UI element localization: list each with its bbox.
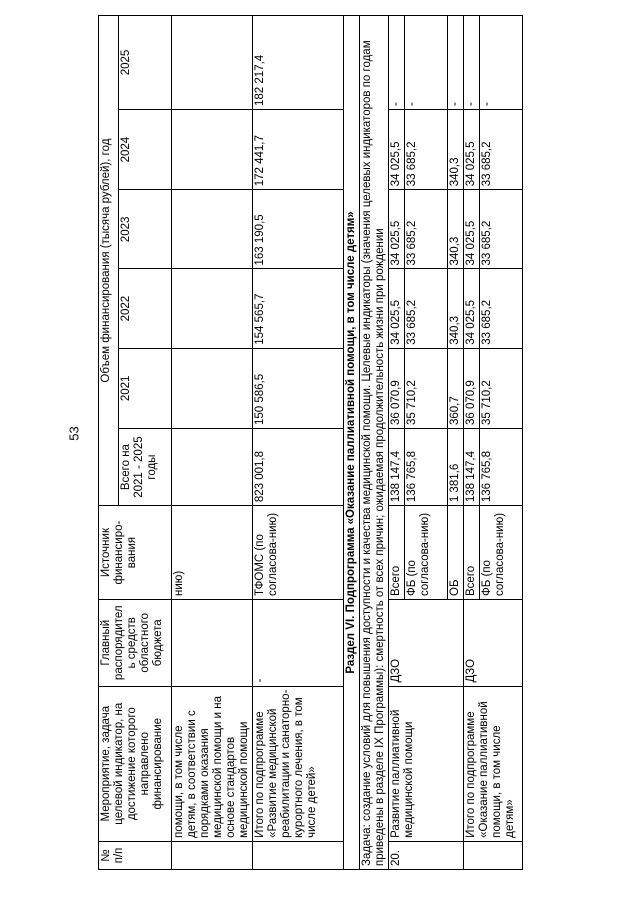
cont-measure: помощи, в том числе детям, в соответствии с порядками оказания медицинской помощи и на основе стандартов медицинской помощи (172, 686, 253, 841)
itogo5-2022: 154 565,7 (253, 269, 344, 348)
row20-2025-2: - (448, 16, 464, 110)
row20-2024-0: 34 025,5 (389, 109, 405, 189)
row20-num: 20. (389, 841, 464, 869)
row20-source-1: ФБ (по согласова-нию) (405, 506, 448, 600)
row20-2023-0: 34 025,5 (389, 190, 405, 269)
row20-2021-0: 36 070,9 (389, 348, 405, 428)
row20-2024-2: 340,3 (448, 109, 464, 189)
itogo6-2024-0: 34 025,5 (464, 109, 480, 189)
itogo5-distributor: - (253, 599, 344, 686)
row20-distributor: ДЗО (389, 599, 464, 686)
itogo6-total-0: 138 147,4 (464, 429, 480, 506)
itogo6-measure: Итого по подпрограмме «Оказание паллиативной помощи, в том числе детям» (464, 686, 523, 841)
header-2022: 2022 (119, 269, 172, 348)
itogo6-2024-1: 33 685,2 (480, 109, 523, 189)
itogo6-2025-1: - (480, 16, 523, 110)
header-funding: Объем финансирования (тысяча рублей), год (99, 16, 119, 506)
itogo6-2021-0: 36 070,9 (464, 348, 480, 428)
header-source: Источник финансиро-вания (99, 506, 172, 600)
header-num: № п/п (99, 841, 172, 869)
row20-2021-1: 35 710,2 (405, 348, 448, 428)
itogo6-2025-0: - (464, 16, 480, 110)
table-row (389, 16, 405, 870)
itogo6-2022-1: 33 685,2 (480, 269, 523, 348)
row20-source-2: ОБ (448, 506, 464, 600)
row20-2023-2: 340,3 (448, 190, 464, 269)
task-text: Задача: создание условий для повышения доступности и качества медицинской помощи. Целевые индикаторы (значения целевых индикаторов по годам приведены в разделе IX Программы): смертность от всех причин; ожидаемая продолжительность жизни при рождении (360, 16, 389, 870)
section-title: Раздел VI. Подпрограмма «Оказание паллиативной помощи, в том числе детям» (344, 16, 360, 870)
itogo5-2025: 182 217,4 (253, 16, 344, 110)
header-2021: 2021 (119, 348, 172, 428)
itogo6-total-1: 136 765,8 (480, 429, 523, 506)
header-2023: 2023 (119, 190, 172, 269)
row20-2022-2: 340,3 (448, 269, 464, 348)
row20-total-1: 136 765,8 (405, 429, 448, 506)
itogo5-2024: 172 441,7 (253, 109, 344, 189)
header-measure: Мероприятие, задача целевой индикатор, на достижение которого направлено финансирование (99, 686, 172, 841)
continuation-row (172, 16, 253, 870)
row20-2023-1: 33 685,2 (405, 190, 448, 269)
itogo6-source-1: ФБ (по согласова-нию) (480, 506, 523, 600)
itogo5-total: 823 001,8 (253, 429, 344, 506)
itogo5-2021: 150 586,5 (253, 348, 344, 428)
itogo-subprogram5-row (253, 16, 344, 870)
itogo6-2022-0: 34 025,5 (464, 269, 480, 348)
row20-2021-2: 360,7 (448, 348, 464, 428)
itogo5-source: ТФОМС (по согласова-нию) (253, 506, 344, 600)
funding-table (98, 15, 523, 870)
header-distributor: Главный распорядитель средств областного бюджета (99, 599, 172, 686)
row20-source-0: Всего (389, 506, 405, 600)
itogo5-measure: Итого по подпрограмме «Развитие медицинской реабилитации и санаторно-курортного лечения, в том числе детей» (253, 686, 344, 841)
cont-source: нию) (172, 506, 253, 600)
task-row (360, 16, 389, 870)
itogo6-2021-1: 35 710,2 (480, 348, 523, 428)
itogo5-2023: 163 190,5 (253, 190, 344, 269)
rotated-table-container (98, 15, 603, 870)
row20-total-0: 138 147,4 (389, 429, 405, 506)
header-2025: 2025 (119, 16, 172, 110)
row20-measure: Развитие паллиативной медицинской помощи (389, 686, 464, 841)
row20-2025-0: - (389, 16, 405, 110)
row20-total-2: 1 381,6 (448, 429, 464, 506)
table-row (464, 16, 480, 870)
row20-2025-1: - (405, 16, 448, 110)
row20-2022-0: 34 025,5 (389, 269, 405, 348)
page-number: 53 (66, 426, 82, 441)
itogo6-2023-1: 33 685,2 (480, 190, 523, 269)
header-row-1 (99, 16, 119, 870)
row20-2022-1: 33 685,2 (405, 269, 448, 348)
header-2024: 2024 (119, 109, 172, 189)
header-total: Всего на 2021 - 2025 годы (119, 429, 172, 506)
itogo6-source-0: Всего (464, 506, 480, 600)
itogo6-2023-0: 34 025,5 (464, 190, 480, 269)
row20-2024-1: 33 685,2 (405, 109, 448, 189)
itogo6-distributor: ДЗО (464, 599, 523, 686)
section-title-row (344, 16, 360, 870)
